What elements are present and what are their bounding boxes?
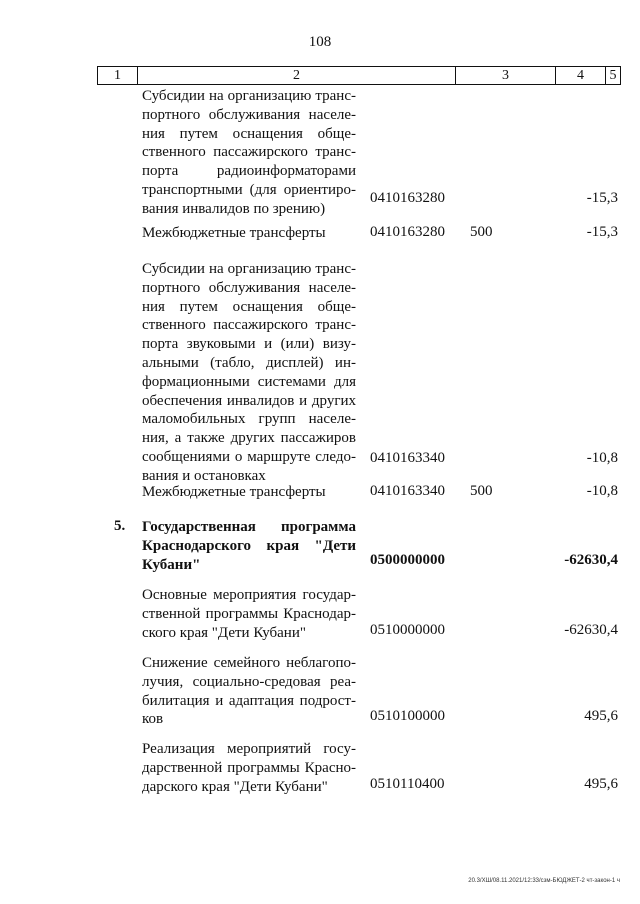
header-col-4: 4 xyxy=(556,67,606,84)
row-code: 0410163340 xyxy=(370,450,445,466)
row-number: 5. xyxy=(114,518,126,534)
row-code: 0410163340 xyxy=(370,483,445,499)
row-amount: -62630,4 xyxy=(564,622,618,638)
row-description: Реализация мероприятий государственной программы Краснодарского края "Дети Кубани" xyxy=(142,741,356,795)
row-description: Субсидии на организацию транспортного обслуживания населения путем оснащения общественного пассажирского транспорта звуковыми и (или) визуальными (табло, дисплей) информационными системами для обеспечения инвалидов и других маломобильных групп населения, а также других пассажиров сообщениями о маршруте следования и остановках xyxy=(142,261,356,484)
row-description: Основные мероприятия государственной программы Краснодарского края "Дети Кубани" xyxy=(142,587,356,641)
row-description: Межбюджетные трансферты xyxy=(142,225,326,241)
row-amount: -10,8 xyxy=(586,483,618,499)
row-amount: -15,3 xyxy=(586,190,618,206)
row-code: 0500000000 xyxy=(370,552,445,568)
row-code: 0510100000 xyxy=(370,708,445,724)
header-col-3: 3 xyxy=(456,67,556,84)
row-amount: 495,6 xyxy=(584,708,618,724)
row-description: Субсидии на организацию транспортного обслуживания населения путем оснащения общественного пассажирского транспорта радиоинформаторами транспортными (для ориентирования инвалидов по зрению) xyxy=(142,88,356,217)
row-amount: 495,6 xyxy=(584,776,618,792)
row-type: 500 xyxy=(470,224,493,240)
row-code: 0410163280 xyxy=(370,190,445,206)
header-col-5: 5 xyxy=(609,68,617,83)
row-code: 0510110400 xyxy=(370,776,445,792)
row-amount: -62630,4 xyxy=(564,552,618,568)
row-description: Государственная программа Краснодарского края "Дети Кубани" xyxy=(142,519,356,573)
row-amount: -15,3 xyxy=(586,224,618,240)
row-code: 0510000000 xyxy=(370,622,445,638)
row-description: Межбюджетные трансферты xyxy=(142,484,326,500)
header-col-2: 2 xyxy=(138,67,456,84)
row-amount: -10,8 xyxy=(586,450,618,466)
row-type: 500 xyxy=(470,483,493,499)
header-col-1: 1 xyxy=(98,67,138,84)
row-description: Снижение семейного неблагополучия, социально-средовая реабилитация и адаптация подростков xyxy=(142,655,356,728)
document-stamp: 20.3/ХШ/08.11.2021/12:33/сзм-БЮДЖЕТ-2 чт-закон-1 ч xyxy=(468,878,620,884)
row-code: 0410163280 xyxy=(370,224,445,240)
page-number: 108 xyxy=(308,34,332,50)
table-header-row xyxy=(97,66,621,85)
